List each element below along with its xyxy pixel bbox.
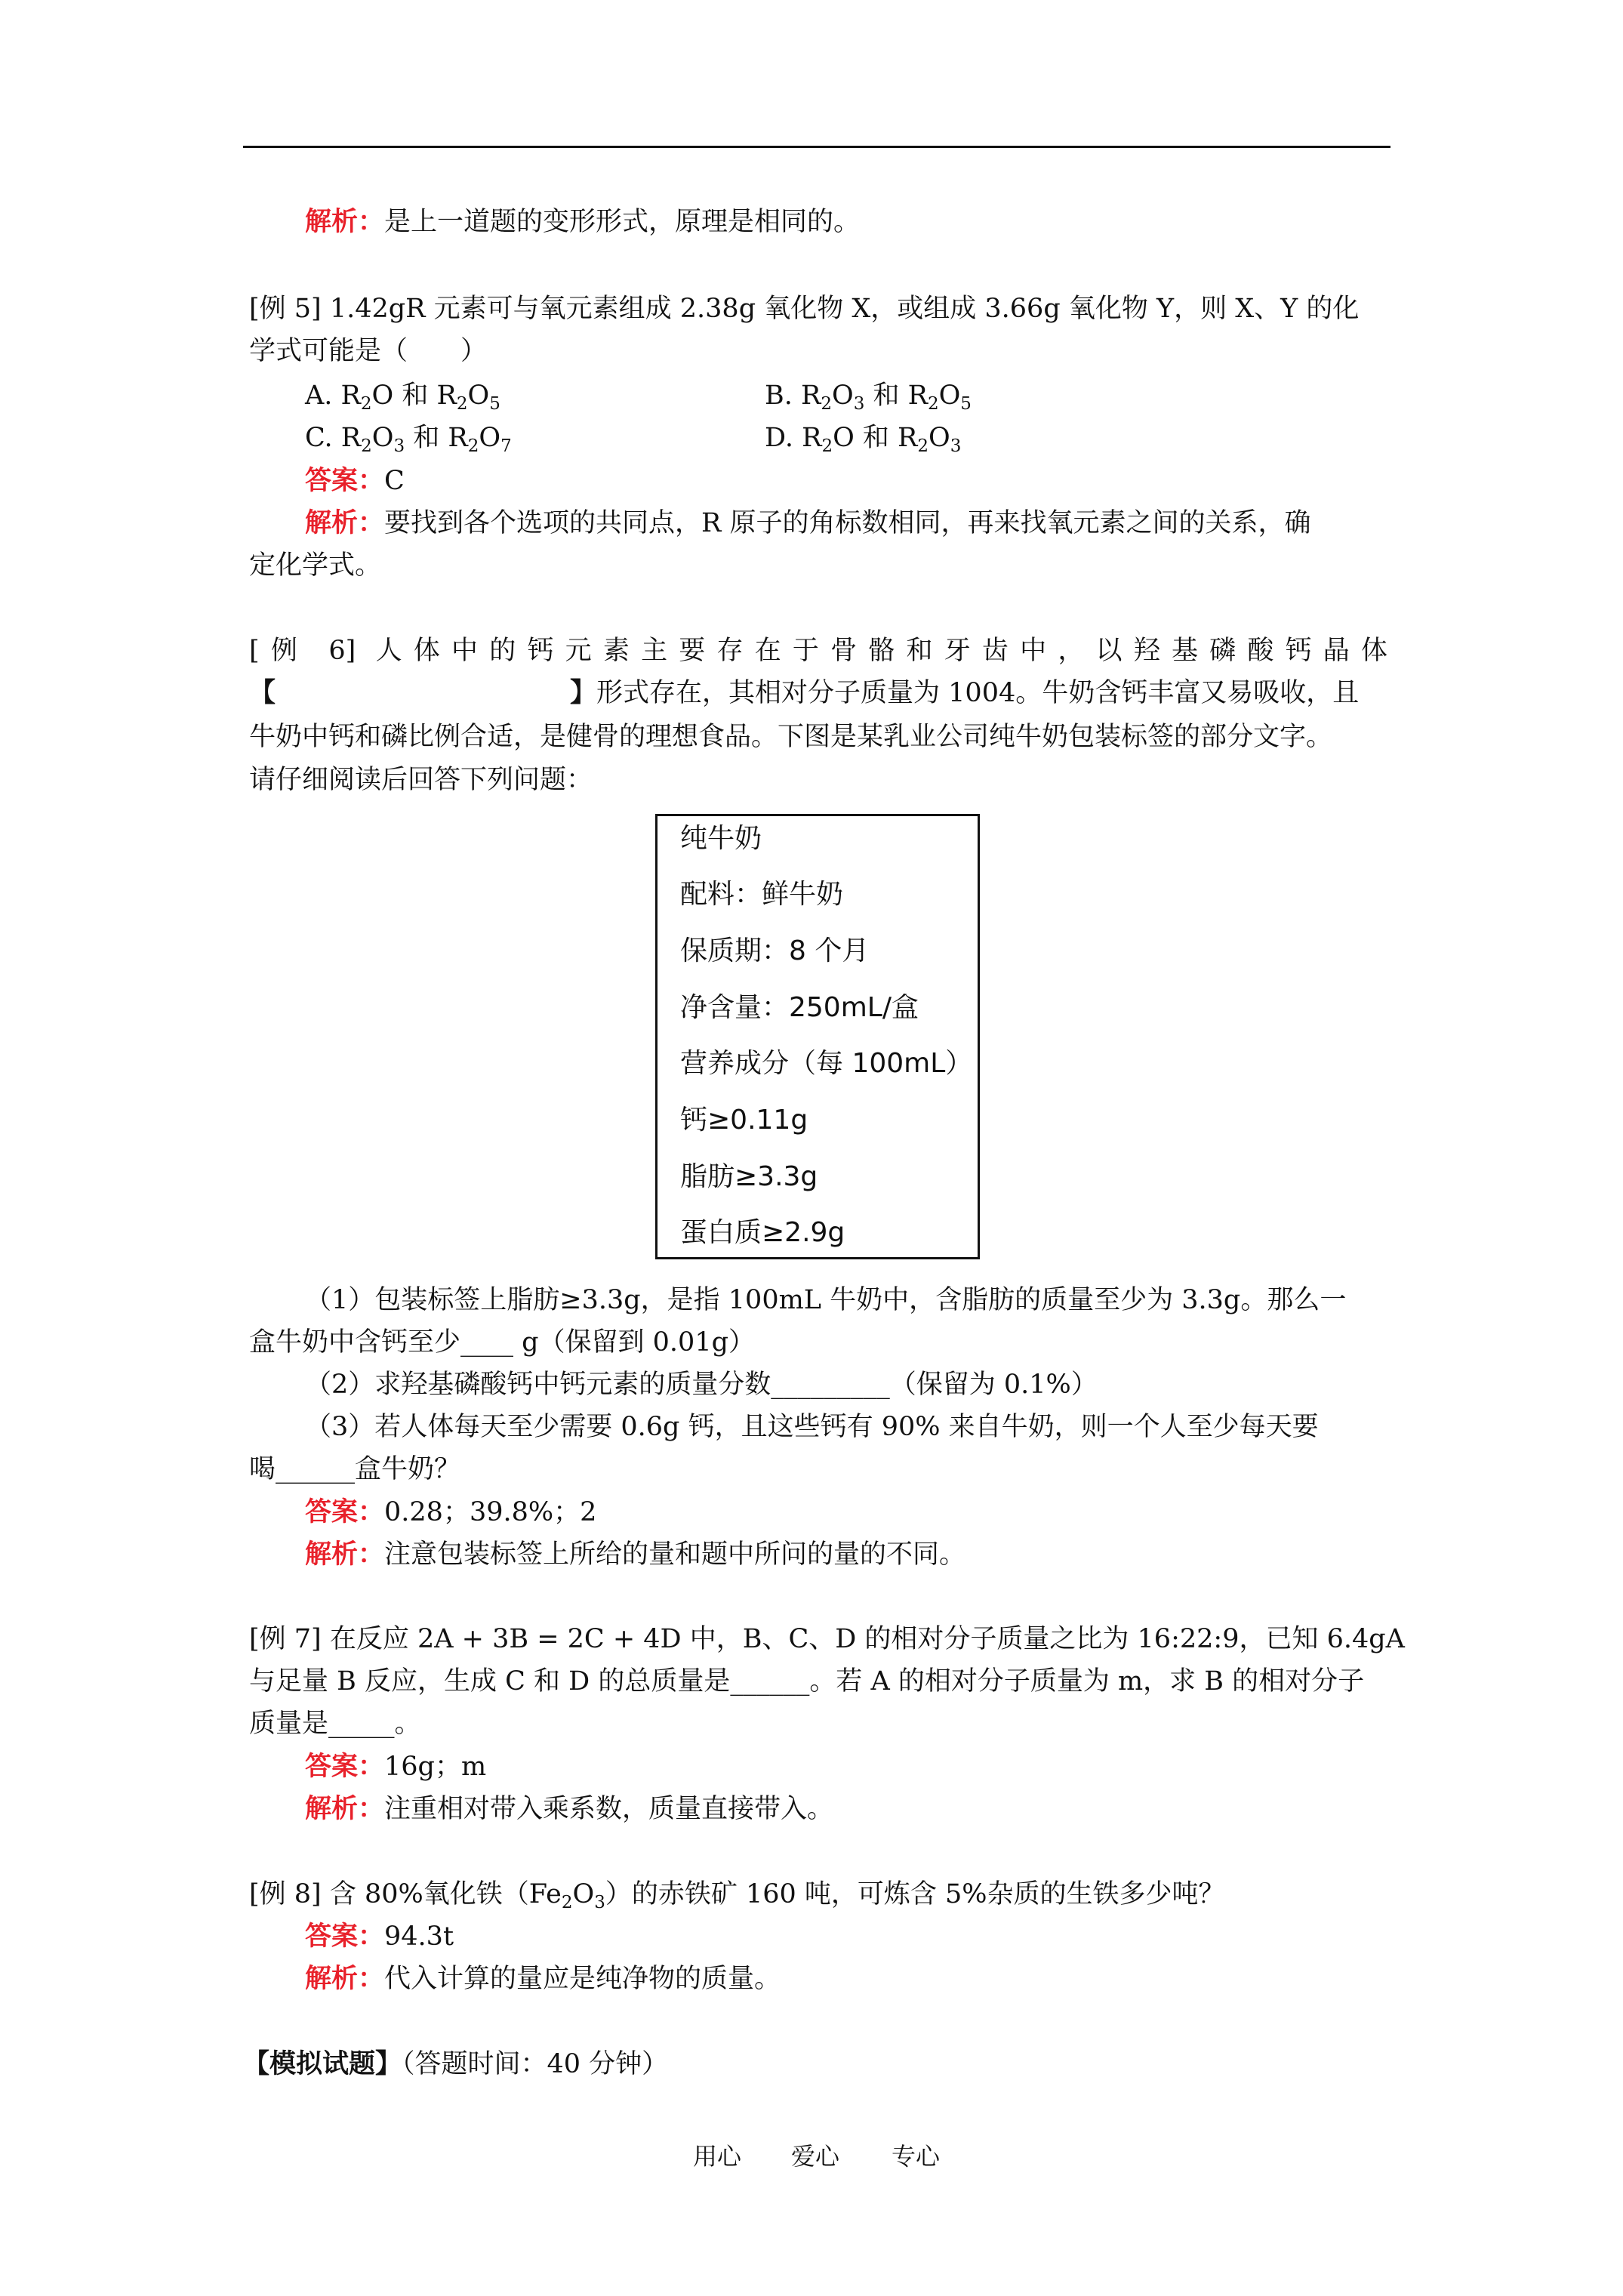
ex6-q3-line2: 喝______盒牛奶？: [249, 1454, 461, 1484]
ex8-answer: [305, 1920, 454, 1953]
subscript: 2: [561, 1893, 573, 1912]
ex7-answer: [305, 1750, 486, 1783]
answer-text: 0.28；39.8%；2: [384, 1497, 597, 1527]
ex7-analysis: [305, 1792, 833, 1826]
section-heading: [243, 2048, 668, 2081]
option-letter: D.: [765, 423, 793, 453]
blank-bracket-close: 】: [570, 677, 597, 708]
ex5-analysis-line1: [305, 507, 1311, 540]
ex6-q1-line2: 盒牛奶中含钙至少____ g（保留到 0.01g）: [249, 1327, 755, 1358]
question-text: ）的赤铁矿 160 吨，可炼含 5%杂质的生铁多少吨？: [605, 1879, 1225, 1909]
answer-label: 答案：: [305, 1496, 385, 1527]
analysis-text: 注重相对带入乘系数，质量直接带入。: [384, 1794, 834, 1824]
question-text: [例 8] 含 80%氧化铁（Fe: [249, 1879, 562, 1909]
section-title: 【模拟试题】: [243, 2048, 402, 2079]
header-rule: [243, 146, 1390, 148]
analysis-label: 解析：: [305, 206, 385, 237]
analysis-text: 是上一道题的变形形式，原理是相同的。: [384, 207, 861, 237]
ex5-question-line1: [例 5] 1.42gR 元素可与氧元素组成 2.38g 氧化物 X，或组成 3.66g 氧化物 Y，则 X、Y 的化: [249, 294, 1360, 324]
ex5-option-a: A. $R_2O$ 和 $R_2O_5$: [305, 381, 500, 414]
label-row: 蛋白质≥2.9g: [680, 1217, 845, 1248]
ex5-question-line2: 学式可能是（ ）: [249, 336, 488, 366]
ex6-question-line1: [例 6] 人体中的钙元素主要存在于骨骼和牙齿中，以羟基磷酸钙晶体: [249, 636, 1387, 666]
label-row: 脂肪≥3.3g: [680, 1161, 818, 1192]
answer-text: C: [384, 466, 405, 496]
question-text: 形式存在，其相对分子质量为 1004。牛奶含钙丰富又易吸收，且: [596, 678, 1360, 708]
ex6-q1-line1: （1）包装标签上脂肪≥3.3g，是指 100mL 牛奶中，含脂肪的质量至少为 3.3g。那么一: [305, 1285, 1347, 1315]
footer-word-3: 专心: [892, 2142, 941, 2171]
label-row: 净含量：250mL/盒: [680, 992, 919, 1023]
ex7-question-line3: 质量是_____。: [249, 1709, 421, 1739]
analysis-label: 解析：: [305, 1539, 385, 1570]
ex6-q3-line1: （3）若人体每天至少需要 0.6g 钙，且这些钙有 90% 来自牛奶，则一个人至少每天要: [305, 1412, 1319, 1442]
footer-word-2: 爱心: [791, 2142, 840, 2171]
intro-analysis: [305, 205, 860, 239]
answer-label: 答案：: [305, 1921, 385, 1952]
option-letter: C.: [305, 423, 333, 453]
milk-label-figure: [655, 814, 980, 1259]
ex6-question-line2: [249, 676, 1359, 710]
analysis-text: 要找到各个选项的共同点，R 原子的角标数相同，再来找氧元素之间的关系，确: [384, 508, 1311, 538]
ex6-question-line4: 请仔细阅读后回答下列问题：: [249, 765, 593, 795]
subscript: 3: [594, 1893, 605, 1912]
ex8-analysis: [305, 1962, 781, 1996]
answer-label: 答案：: [305, 1751, 385, 1782]
ex5-option-b: B. $R_2O_3$ 和 $R_2O_5$: [765, 381, 972, 414]
ex7-question-line1: [例 7] 在反应 2A + 3B = 2C + 4D 中，B、C、D 的相对分子质量之比为 16:22:9，已知 6.4gA: [249, 1624, 1405, 1654]
ex8-question: [249, 1878, 1225, 1911]
footer-word-1: 用心: [693, 2142, 742, 2171]
ex5-analysis-line2: 定化学式。: [249, 550, 382, 581]
answer-text: 16g；m: [384, 1752, 487, 1782]
section-note: （答题时间：40 分钟）: [402, 2049, 669, 2079]
ex5-option-c: C. $R_2O_3$ 和 $R_2O_7$: [305, 423, 512, 456]
answer-label: 答案：: [305, 465, 385, 496]
answer-text: 94.3t: [384, 1922, 454, 1952]
analysis-label: 解析：: [305, 507, 385, 538]
option-letter: A.: [305, 381, 333, 411]
question-text: O: [572, 1879, 595, 1909]
ex6-question-line3: 牛奶中钙和磷比例合适，是健骨的理想食品。下图是某乳业公司纯牛奶包装标签的部分文字。: [249, 722, 1333, 752]
label-row: 钙≥0.11g: [680, 1105, 808, 1136]
analysis-label: 解析：: [305, 1793, 385, 1824]
ex5-answer: [305, 464, 405, 498]
ex5-option-d: D. $R_2O$ 和 $R_2O_3$: [765, 423, 962, 456]
analysis-label: 解析：: [305, 1963, 385, 1994]
ex6-q2: （2）求羟基磷酸钙中钙元素的质量分数_________（保留为 0.1%）: [305, 1370, 1098, 1400]
label-row: 配料：鲜牛奶: [680, 879, 844, 910]
analysis-text: 注意包装标签上所给的量和题中所问的量的不同。: [384, 1539, 966, 1570]
ex6-analysis: [305, 1538, 965, 1571]
ex7-question-line2: 与足量 B 反应，生成 C 和 D 的总质量是______。若 A 的相对分子质量为 m，求 B 的相对分子: [249, 1666, 1365, 1697]
analysis-text: 代入计算的量应是纯净物的质量。: [384, 1964, 781, 1994]
label-row: 纯牛奶: [680, 823, 762, 854]
label-row: 营养成分（每 100mL）: [680, 1048, 973, 1079]
ex6-answer: [305, 1496, 596, 1529]
blank-bracket-open: 【: [249, 677, 276, 708]
label-row: 保质期：8 个月: [680, 935, 870, 966]
option-letter: B.: [765, 381, 793, 411]
